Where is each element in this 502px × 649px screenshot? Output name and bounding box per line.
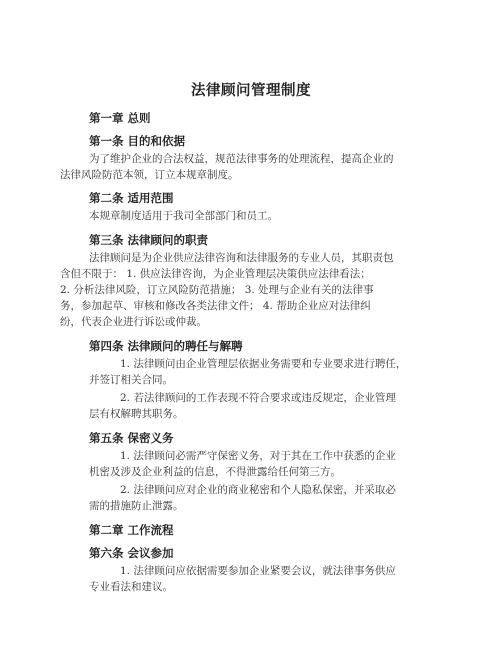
chapter-2-heading: 第二章 工作流程 — [89, 523, 174, 537]
article-3-line: 2. 分析法律风险，订立风险防范措施； 3. 处理与企业有关的法律事 — [60, 284, 374, 296]
article-2-heading: 第二条 适用范围 — [89, 191, 174, 205]
chapter-1-heading: 第一章 总则 — [89, 111, 151, 125]
article-1-line: 法律风险防范本领，订立本规章制度。 — [60, 169, 239, 181]
article-1-heading: 第一条 目的和依据 — [89, 134, 186, 148]
article-4-line: 1. 法律顾问由企业管理层依据业务需要和专业要求进行聘任， — [120, 358, 407, 370]
article-5-line: 机密及涉及企业利益的信息，不得泄露给任何第三方。 — [89, 466, 341, 478]
article-3-line: 含但不限于： 1. 供应法律咨询，为企业管理层决策供应法律看法； — [60, 268, 371, 280]
article-3-line: 纷，代表企业进行诉讼或仲裁。 — [60, 316, 207, 328]
article-6-heading: 第六条 会议参加 — [89, 546, 174, 560]
document-title: 法律顾问管理制度 — [191, 83, 311, 99]
article-5-line: 需的措施防止泄露。 — [89, 500, 184, 512]
article-3-line: 务，参加起草、审核和修改各类法律文件； 4. 帮助企业应对法律纠 — [60, 300, 371, 312]
article-5-line: 2. 法律顾问应对企业的商业秘密和个人隐私保密，并采取必 — [120, 484, 396, 496]
article-3-line: 法律顾问是为企业供应法律咨询和法律服务的专业人员，其职责包 — [89, 252, 394, 264]
article-6-line: 专业看法和建议。 — [89, 581, 173, 593]
article-4-line: 并签订相关合同。 — [89, 374, 173, 386]
article-4-line: 2. 若法律顾问的工作表现不符合要求或违反规定，企业管理 — [120, 392, 396, 404]
article-2-line: 本规章制度适用于我司全部部门和员工。 — [89, 210, 278, 222]
article-6-line: 1. 法律顾问应依据需要参加企业紧要会议，就法律事务供应 — [120, 565, 396, 577]
article-4-line: 层有权解聘其职务。 — [89, 408, 184, 420]
article-4-heading: 第四条 法律顾问的聘任与解聘 — [89, 339, 243, 353]
article-1-line: 为了维护企业的合法权益，规范法律事务的处理流程，提高企业的 — [89, 153, 394, 165]
article-5-line: 1. 法律顾问必需严守保密义务，对于其在工作中获悉的企业 — [120, 450, 396, 462]
article-3-heading: 第三条 法律顾问的职责 — [89, 233, 209, 247]
article-5-heading: 第五条 保密义务 — [89, 431, 174, 445]
